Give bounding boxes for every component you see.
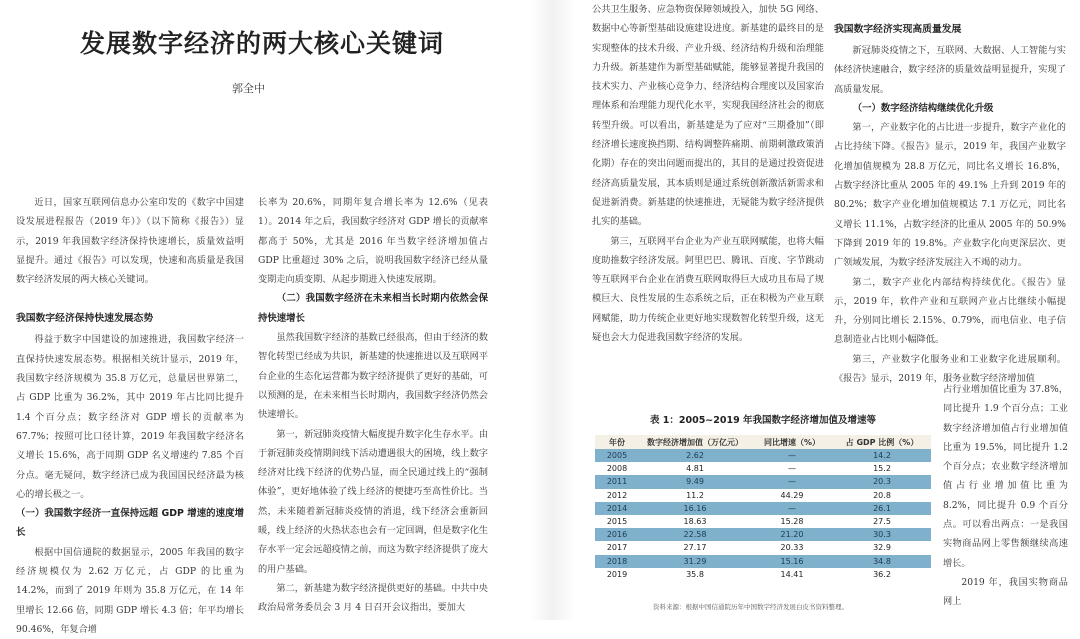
table-cell: 15.2 xyxy=(833,462,931,475)
table-header-cell: 数字经济增加值（万亿元） xyxy=(639,435,751,449)
subsection-heading: （一）数字经济结构继续优化升级 xyxy=(852,102,994,114)
table-cell: 21.20 xyxy=(751,528,833,541)
paragraph: 第二，数字产业化内部结构持续优化。《报告》显示，2019 年，软件产业和互联网产业占比继续小幅提升，分别同比增长 2.15%、0.79%，而电信业、电子信息制造业占比则小幅降低。 xyxy=(834,276,1066,346)
left-column-2 xyxy=(258,193,488,618)
table-cell: 20.33 xyxy=(751,541,833,554)
article-author: 郭全中 xyxy=(232,82,265,95)
subsection-heading: （二）我国数字经济在未来相当长时期内依然会保持快速增长 xyxy=(258,293,488,324)
paragraph: 第三，产业数字化服务业和工业数字化进展顺利。《报告》显示，2019 年，服务业数字经济增加值 xyxy=(834,353,1066,385)
table-cell: 34.8 xyxy=(833,555,931,568)
table-cell: 14.41 xyxy=(751,568,833,581)
table-cell: 2012 xyxy=(595,489,639,502)
paragraph: 2019 年，我国实物商品网上 xyxy=(943,576,1068,608)
table-header-cell: 年份 xyxy=(595,435,639,449)
table-cell: 2014 xyxy=(595,502,639,515)
left-page xyxy=(0,0,530,635)
table-cell: 44.29 xyxy=(751,489,833,502)
table-row xyxy=(595,502,931,515)
section-heading: 我国数字经济实现高质量发展 xyxy=(834,24,962,35)
paragraph: 得益于数字中国建设的加速推进，我国数字经济一直保持快速发展态势。根据相关统计显示，2019 年，我国数字经济规模为 35.8 万亿元，总量居世界第二，占 GDP 比重为 36.2%，其中 2019 年占比同比提升 1.4 个百分点；数字经济对 GDP 增长的贡献率为 67.7%；按照可比口径计算，2019 年我国数字经济名义增长 15.6%，高于同期 GDP 名义增速约 7.85 个百分点。毫无疑问，数字经济已成为我国国民经济最为核心的增长极之一。 xyxy=(16,334,244,500)
table-cell: 14.2 xyxy=(833,449,931,462)
table-cell: 2019 xyxy=(595,568,639,581)
table-row xyxy=(595,568,931,581)
section-heading: 我国数字经济保持快速发展态势 xyxy=(16,313,154,325)
data-table-block xyxy=(595,412,931,581)
table-cell: 22.58 xyxy=(639,528,751,541)
table-cell: 2.62 xyxy=(639,449,751,462)
table-header-row xyxy=(595,435,931,449)
table-cell: 2005 xyxy=(595,449,639,462)
table-cell: 15.28 xyxy=(751,515,833,528)
paragraph: 根据中国信通院的数据显示，2005 年我国的数字经济规模仅为 2.62 万亿元，占 GDP 的比重为 14.2%，而到了 2019 年则为 35.8 万亿元，在 14 年里增长 12.66 倍，同期 GDP 增长 4.3 倍；年平均增长 90.46%，年复合增 xyxy=(16,546,244,635)
article-title: 发展数字经济的两大核心关键词 xyxy=(80,29,445,58)
table-cell: 27.17 xyxy=(639,541,751,554)
table-cell: 11.2 xyxy=(639,489,751,502)
table-cell: 32.9 xyxy=(833,541,931,554)
table-source-note: 资料来源：根据中国信通院历年中国数字经济发展白皮书资料整理。 xyxy=(653,603,848,611)
table-row xyxy=(595,515,931,528)
table-cell: 26.1 xyxy=(833,502,931,515)
table-row xyxy=(595,475,931,488)
table-cell: — xyxy=(751,475,833,488)
table-cell: 27.5 xyxy=(833,515,931,528)
paragraph: 新冠肺炎疫情之下，互联网、大数据、人工智能与实体经济快速融合，数字经济的质量效益明显提升，实现了高质量发展。 xyxy=(834,45,1066,95)
table-cell: 15.16 xyxy=(751,555,833,568)
table-cell: 2018 xyxy=(595,555,639,568)
table-row xyxy=(595,449,931,462)
table-cell: 2015 xyxy=(595,515,639,528)
left-column-1 xyxy=(16,193,244,635)
paragraph: 占行业增加值比重为 37.8%，同比提升 1.9 个百分点；工业数字经济增加值占行业增加值比重为 19.5%，同比提升 1.2 个百分点；农业数字经济增加值占行业增加值比重为 8.2%，同比提升 0.9 个百分点。可以看出两点：一是我国实物商品网上零售额继续高速增长。 xyxy=(943,384,1068,569)
table-row xyxy=(595,489,931,502)
page-gutter xyxy=(530,0,575,620)
table-header-cell: 同比增速（%） xyxy=(751,435,833,449)
paragraph: 第一，产业数字化的占比进一步提升，数字产业化的占比持续下降。《报告》显示，2019 年，我国产业数字化增加值规模为 28.8 万亿元，同比名义增长 16.8%，占数字经济比重从 2005 年的 49.1% 上升到 2019 年的 80.2%；数字产业化增加值规模达 7.1 万亿元，同比名义增长 11.1%，占数字经济的比重从 2005 年的 50.9% 下降到 2019 年的 19.8%。产业数字化向更深层次、更广领域发展，为数字经济发展注入不竭的动力。 xyxy=(834,122,1066,269)
table-cell: 4.81 xyxy=(639,462,751,475)
right-column-3 xyxy=(943,380,1068,620)
table-cell: 20.8 xyxy=(833,489,931,502)
paragraph: 近日，国家互联网信息办公室印发的《数字中国建设发展进程报告（2019 年）》（以下简称《报告》）显示，2019 年我国数字经济保持快速增长，质量效益明显提升。通过《报告》可以发现，快速和高质量是我国数字经济发展的两大核心关键词。 xyxy=(16,197,244,286)
table-header-cell: 占 GDP 比例（%） xyxy=(833,435,931,449)
table-cell: 30.3 xyxy=(833,528,931,541)
data-table xyxy=(595,435,931,581)
table-cell: 2011 xyxy=(595,475,639,488)
paragraph: 长率为 20.6%，同期年复合增长率为 12.6%（见表 1）。2014 年之后，我国数字经济对 GDP 增长的贡献率都高于 50%，尤其是 2016 年当数字经济增加值占 GDP 比重超过 30% 之后，说明我国数字经济已经从量变期走向质变期、从起步期进入快速发展期。 xyxy=(258,197,488,286)
table-row xyxy=(595,541,931,554)
subsection-heading: （一）我国数字经济一直保持远超 GDP 增速的速度增长 xyxy=(16,508,244,539)
table-cell: 35.8 xyxy=(639,568,751,581)
table-cell: 36.2 xyxy=(833,568,931,581)
table-cell: 16.16 xyxy=(639,502,751,515)
table-cell: 2017 xyxy=(595,541,639,554)
table-cell: 9.49 xyxy=(639,475,751,488)
table-cell: 31.29 xyxy=(639,555,751,568)
paragraph: 第二，新基建为数字经济提供更好的基础。中共中央政治局常务委员会 3 月 4 日召开会议指出，要加大 xyxy=(258,582,488,614)
table-cell: — xyxy=(751,502,833,515)
table-row xyxy=(595,528,931,541)
paragraph: 公共卫生服务、应急物资保障领域投入，加快 5G 网络、数据中心等新型基础设施建设进度。新基建的最终目的是实现整体的技术升级、产业升级、经济结构升级和治理能力升级。新基建作为新型基础赋能，能够显著提升我国的技术实力、产业核心竞争力、经济结构合理度以及国家治理体系和治理能力现代化水平，实现我国经济社会的彻底转型升级。可以看出，新基建是为了应对“三期叠加”（即经济增长速度换挡期、结构调整阵痛期、前期刺激政策消化期）存在的突出问题而提出的，其目的是通过投资促进经济高质量发展，其本质则是通过系统创新激活新需求和促进新消费。新基建的快速推进，无疑能为数字经济提供扎实的基础。 xyxy=(592,4,824,228)
right-column-1 xyxy=(592,0,824,395)
table-cell: 2016 xyxy=(595,528,639,541)
table-row xyxy=(595,555,931,568)
right-column-2 xyxy=(834,20,1066,400)
table-caption: 表 1：2005~2019 年我国数字经济增加值及增速等 xyxy=(649,415,877,426)
paragraph: 第三，互联网平台企业为产业互联网赋能，也将大幅度助推数字经济发展。阿里巴巴、腾讯、百度、字节跳动等互联网平台企业在消费互联网取得巨大成功且布局了规模巨大、良性发展的生态系统之后，正在积极为产业互联网赋能，助力传统企业更好地实现数智化转型升级，这无疑也会大力促进我国数字经济的发展。 xyxy=(592,235,824,344)
table-cell: — xyxy=(751,462,833,475)
table-cell: 20.3 xyxy=(833,475,931,488)
table-cell: 2008 xyxy=(595,462,639,475)
table-cell: — xyxy=(751,449,833,462)
paragraph: 第一，新冠肺炎疫情大幅度提升数字化生存水平。由于新冠肺炎疫情期间线下活动遭遇很大的困境，线上数字经济对比线下经济的优势凸显，而全民通过线上的“强制体验”，更好地体验了线上经济的便捷巧至高性价比。当然，未来随着新冠肺炎疫情的消退，线下经济会重新回暖，线上经济的火热状态也会有一定回调，但是数字化生存水平一定会远超疫情之前，而这为数字经济提供了庞大的用户基础。 xyxy=(258,428,488,575)
right-page xyxy=(575,0,1080,620)
paragraph: 虽然我国数字经济的基数已经很高，但由于经济的数智化转型已经成为共识，新基建的快速推进以及互联网平台企业的生态化运营都为数字经济提供了更好的基础，可以预测的是，在未来相当长时期内，我国数字经济仍然会快速增长。 xyxy=(258,332,488,421)
table-row xyxy=(595,462,931,475)
table-cell: 18.63 xyxy=(639,515,751,528)
